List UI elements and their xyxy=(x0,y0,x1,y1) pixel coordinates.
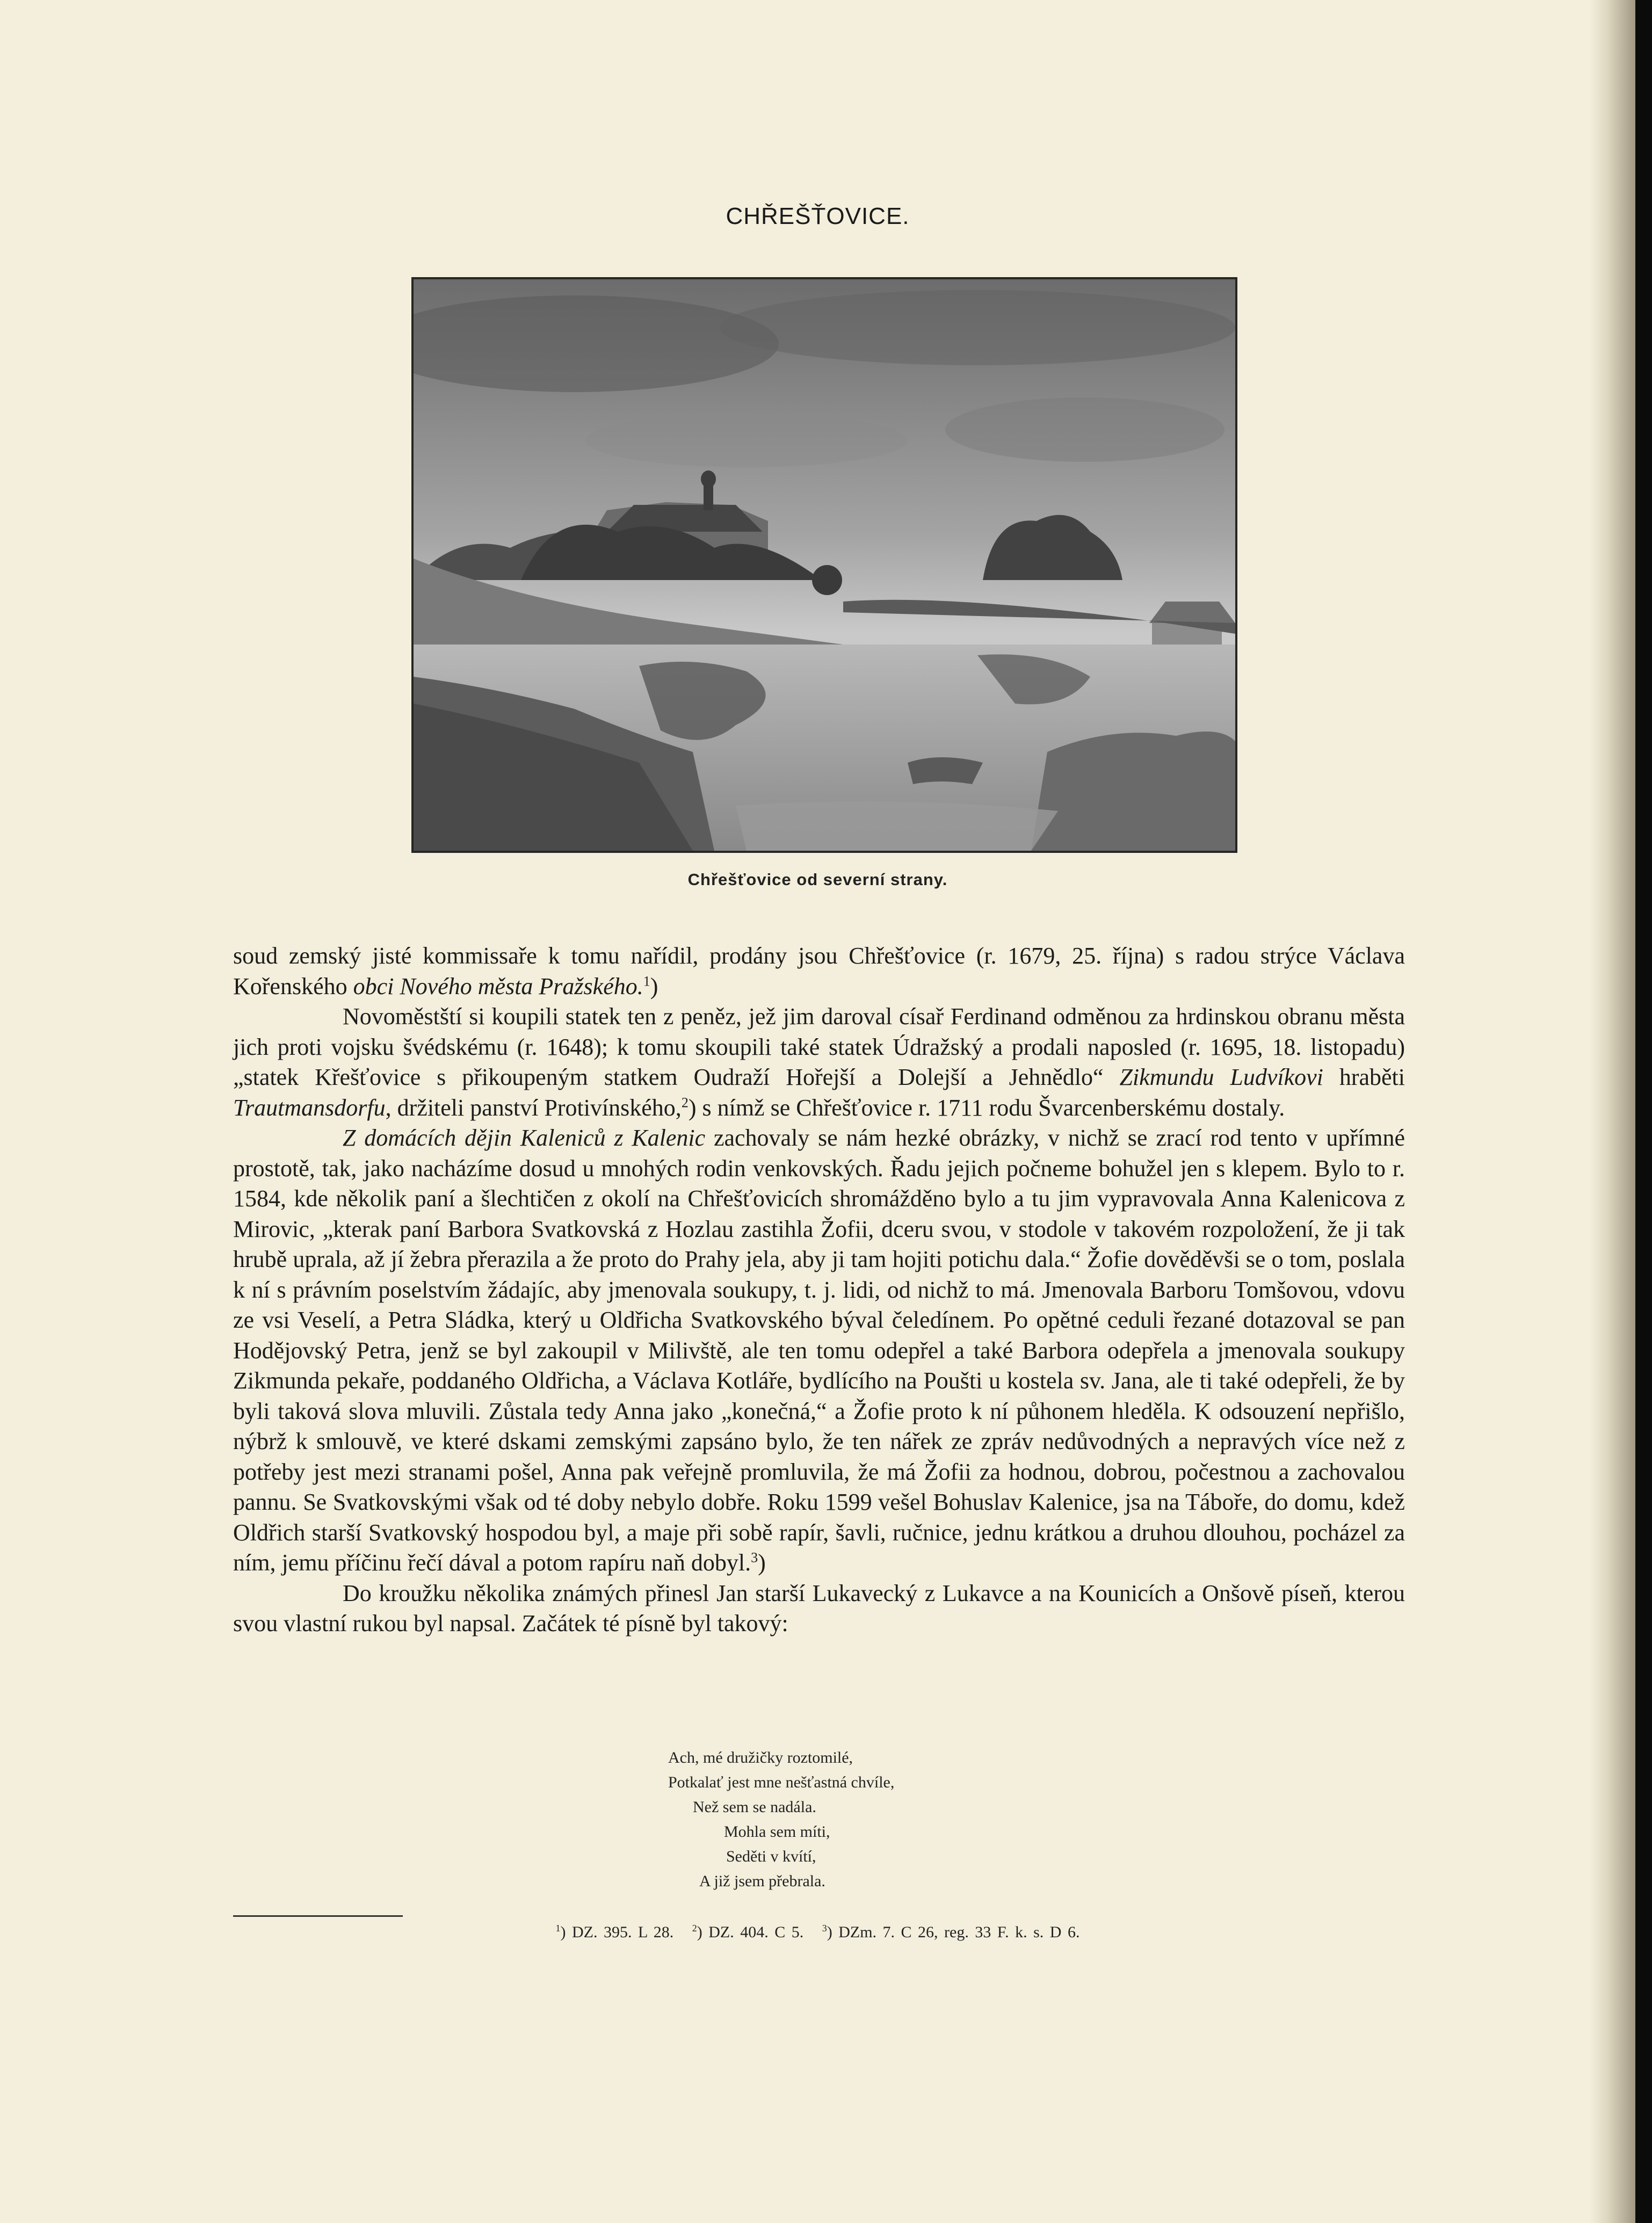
paragraph xyxy=(233,941,1405,1002)
footnotes xyxy=(0,1923,1635,1942)
page-edge-shadow xyxy=(1590,0,1635,2223)
text-run: zachovaly se nám hezké obrázky, v nichž se zrací rod tento v upřímné prostotě, tak, jako nacházíme dosud u mnohých rodin venkovských. Řadu jejich počneme bohužel jen s klepem. Bylo to r. 1584, kde několik paní a šlechtičen z okolí na Chřešťovicích shromážděno bylo a tu jim vypravovala Anna Kalenicova z Mirovic, „kterak paní Barbora Svatkovská z Hozlau zastihla Žofii, dceru svou, v stodole v takovém rozpoložení, že ji tak hrubě uprala, až jí žebra přerazila a že proto do Prahy jela, aby ji tam hojiti potichu dala.“ Žofie dověděvši se o tom, poslala k ní s právním poselstvím žádajíc, aby jmenovala soukupy, t. j. lidi, od nichž to má. Jmenovala Barboru Tomšovou, vdovu ze vsi Veselí, a Petra Sládka, který u Oldřicha Svatkovského býval čeledínem. Po opětné ceduli řezané dotazoval se pan Hodějovský Petra, jenž se byl zakoupil v Milivště, ale ten tomu odepřel a také Barbora odepřela a jmenovala soukupy Zikmunda pekaře, poddaného Oldřicha, a Václava Kotláře, bydlícího na Poušti u kostela sv. Jana, ale ti také odepřeli, že by byli taková slova mluvili. Zůstala tedy Anna jako „konečná,“ a Žofie proto k ní půhonem hleděla. K odsouzení nepřišlo, nýbrž k smlouvě, ve které dskami zemskými zapsáno bylo, že ten nářek ze zpráv nedůvodných a nepravých více než z potřeby jest mezi stranami pošel, Anna pak veřejně promluvila, že má Žofii za hodnou, dobrou, počestnou a zachovalou pannu. Se Svatkovskými však od té doby nebylo dobře. Roku 1599 vešel Bohuslav Kalenice, jsa na Táboře, do domu, kdež Oldřich starší Svatkovský hospodou byl, a maje při sobě rapír, šavli, ručnice, jednu krátkou a druhou dlouhou, pocházel za ním, jemu příčinu řečí dával a potom rapíru naň dobyl. xyxy=(233,1125,1405,1576)
text-run: , držiteli panství Protivínského, xyxy=(385,1094,682,1121)
italic-text: Z domácích dějin Kaleniců z Kalenic xyxy=(343,1125,706,1151)
running-head: CHŘEŠŤOVICE. xyxy=(726,203,910,229)
poem-line: Potkalať jest mne nešťastná chvíle, xyxy=(668,1773,895,1791)
footnote-ref: 2 xyxy=(681,1094,689,1110)
engraving-landscape-image xyxy=(414,279,1235,851)
text-run: ) s nímž se Chřešťovice r. 1711 rodu Švarcenberskému dostaly. xyxy=(688,1094,1285,1121)
footnote-1: $^1$) DZ. 395. L 28. xyxy=(555,1923,674,1941)
text-run: hraběti xyxy=(1323,1064,1405,1090)
body-text xyxy=(233,941,1405,1639)
italic-text: Trautmansdorfu xyxy=(233,1094,386,1121)
footnote-rule xyxy=(233,1915,403,1917)
footnote-3: $^3$) DZm. 7. C 26, reg. 33 F. k. s. D 6. xyxy=(822,1923,1080,1941)
footnote-ref: 3 xyxy=(751,1549,758,1566)
poem-line: Ach, mé družičky roztomilé, xyxy=(668,1749,853,1766)
italic-text: Zikmundu Ludvíkovi xyxy=(1119,1064,1323,1090)
footnote-ref: 1 xyxy=(643,973,650,989)
poem-line: Seděti v kvítí, xyxy=(726,1848,816,1865)
paragraph xyxy=(233,1578,1405,1639)
poem-line: Než sem se nadála. xyxy=(693,1798,816,1816)
illustration-chrestovice xyxy=(411,277,1237,853)
poem-line: A již jsem přebrala. xyxy=(699,1872,825,1890)
text-run: ) xyxy=(758,1549,766,1576)
text-run: soud zemský jisté kommissaře k tomu nařídil, prodány jsou Chřešťovice (r. 1679, 25. října) s radou strýce Václava Kořenského xyxy=(233,943,1405,1000)
paragraph xyxy=(233,1002,1405,1123)
text-run: Do kroužku několika známých přinesl Jan starší Lukavecký z Lukavce a na Kounicích a Onšově píseň, kterou svou vlastní rukou byl napsal. Začátek té písně byl takový: xyxy=(233,1580,1405,1637)
text-run: ) xyxy=(650,973,658,1000)
paragraph xyxy=(233,1123,1405,1578)
footnote-2: $^2$) DZ. 404. C 5. xyxy=(692,1923,804,1941)
italic-text: obci Nového města Pražského. xyxy=(353,973,643,1000)
figure-caption: Chřešťovice od severní strany. xyxy=(687,870,948,889)
text-run: Novoměstští si koupili statek ten z peněz, jež jim daroval císař Ferdinand odměnou za hrdinskou obranu města jich proti vojsku švédskému (r. 1648); k tomu skoupili také statek Údražský a prodali naposled (r. 1695, 18. listopadu) „statek Křešťovice s přikoupeným statkem Oudraží Hořejší a Dolejší a Jehnědlo“ xyxy=(233,1003,1405,1090)
poem-line: Mohla sem míti, xyxy=(724,1823,830,1841)
